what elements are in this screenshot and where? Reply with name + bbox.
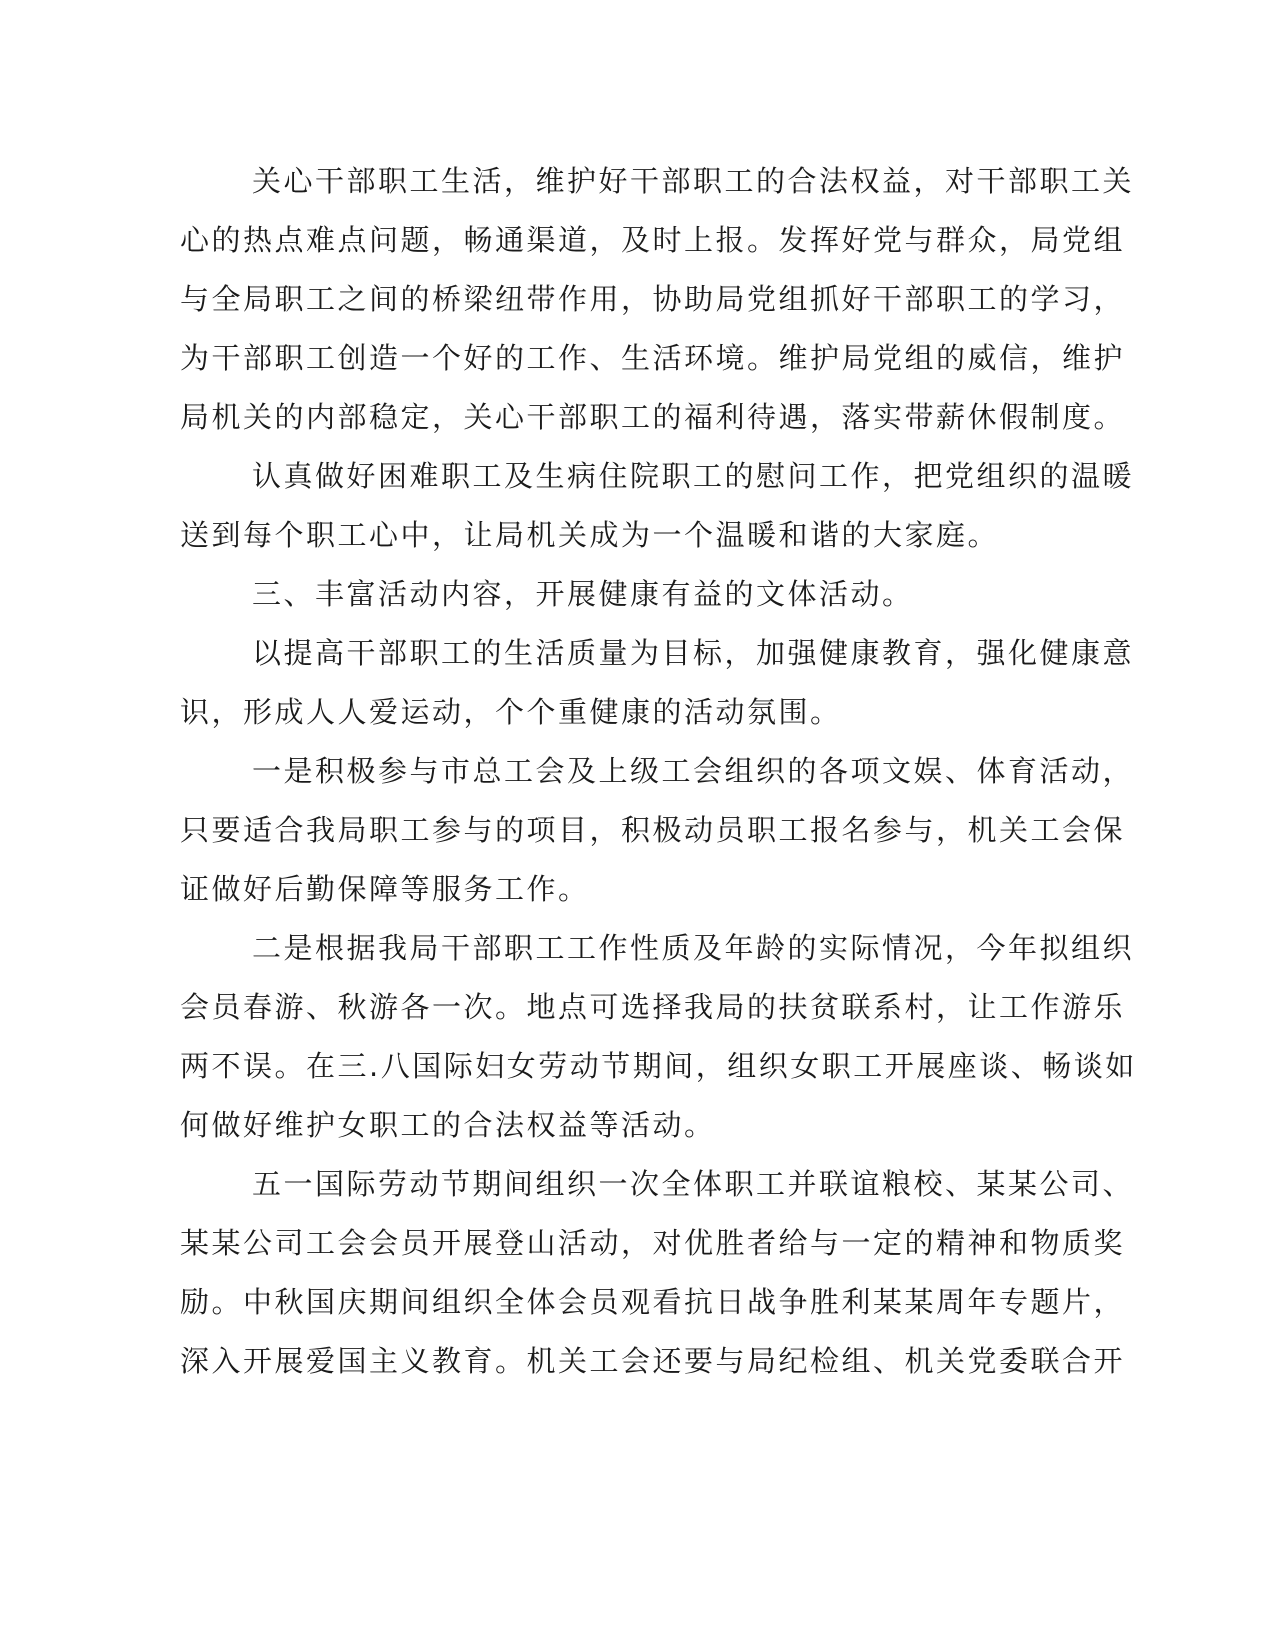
text-line: 五一国际劳动节期间组织一次全体职工并联谊粮校、某某公司、 (252, 1167, 1135, 1201)
text-line: 以提高干部职工的生活质量为目标，加强健康教育，强化健康意 (252, 636, 1135, 670)
text-line: 为干部职工创造一个好的工作、生活环境。维护局党组的威信，维护 (180, 341, 1126, 375)
text-line: 深入开展爱国主义教育。机关工会还要与局纪检组、机关党委联合开 (180, 1344, 1126, 1378)
text-line: 送到每个职工心中，让局机关成为一个温暖和谐的大家庭。 (180, 518, 1000, 552)
text-line: 与全局职工之间的桥梁纽带作用，协助局党组抓好干部职工的学习， (180, 282, 1126, 316)
text-line: 二是根据我局干部职工工作性质及年龄的实际情况，今年拟组织 (252, 931, 1135, 965)
text-line: 证做好后勤保障等服务工作。 (180, 872, 590, 906)
text-line: 识，形成人人爱运动，个个重健康的活动氛围。 (180, 695, 842, 729)
text-line: 何做好维护女职工的合法权益等活动。 (180, 1108, 716, 1142)
text-line: 两不误。在三.八国际妇女劳动节期间，组织女职工开展座谈、畅谈如 (180, 1049, 1137, 1083)
text-line: 局机关的内部稳定，关心干部职工的福利待遇，落实带薪休假制度。 (180, 400, 1126, 434)
text-line: 一是积极参与市总工会及上级工会组织的各项文娱、体育活动， (252, 754, 1135, 788)
text-line: 心的热点难点问题，畅通渠道，及时上报。发挥好党与群众，局党组 (180, 223, 1126, 257)
section-heading: 三、丰富活动内容，开展健康有益的文体活动。 (252, 577, 914, 611)
text-line: 会员春游、秋游各一次。地点可选择我局的扶贫联系村，让工作游乐 (180, 990, 1126, 1024)
text-line: 只要适合我局职工参与的项目，积极动员职工报名参与，机关工会保 (180, 813, 1126, 847)
text-line: 认真做好困难职工及生病住院职工的慰问工作，把党组织的温暖 (252, 459, 1135, 493)
text-line: 关心干部职工生活，维护好干部职工的合法权益，对干部职工关 (252, 164, 1135, 198)
text-line: 励。中秋国庆期间组织全体会员观看抗日战争胜利某某周年专题片， (180, 1285, 1126, 1319)
text-line: 某某公司工会会员开展登山活动，对优胜者给与一定的精神和物质奖 (180, 1226, 1126, 1260)
